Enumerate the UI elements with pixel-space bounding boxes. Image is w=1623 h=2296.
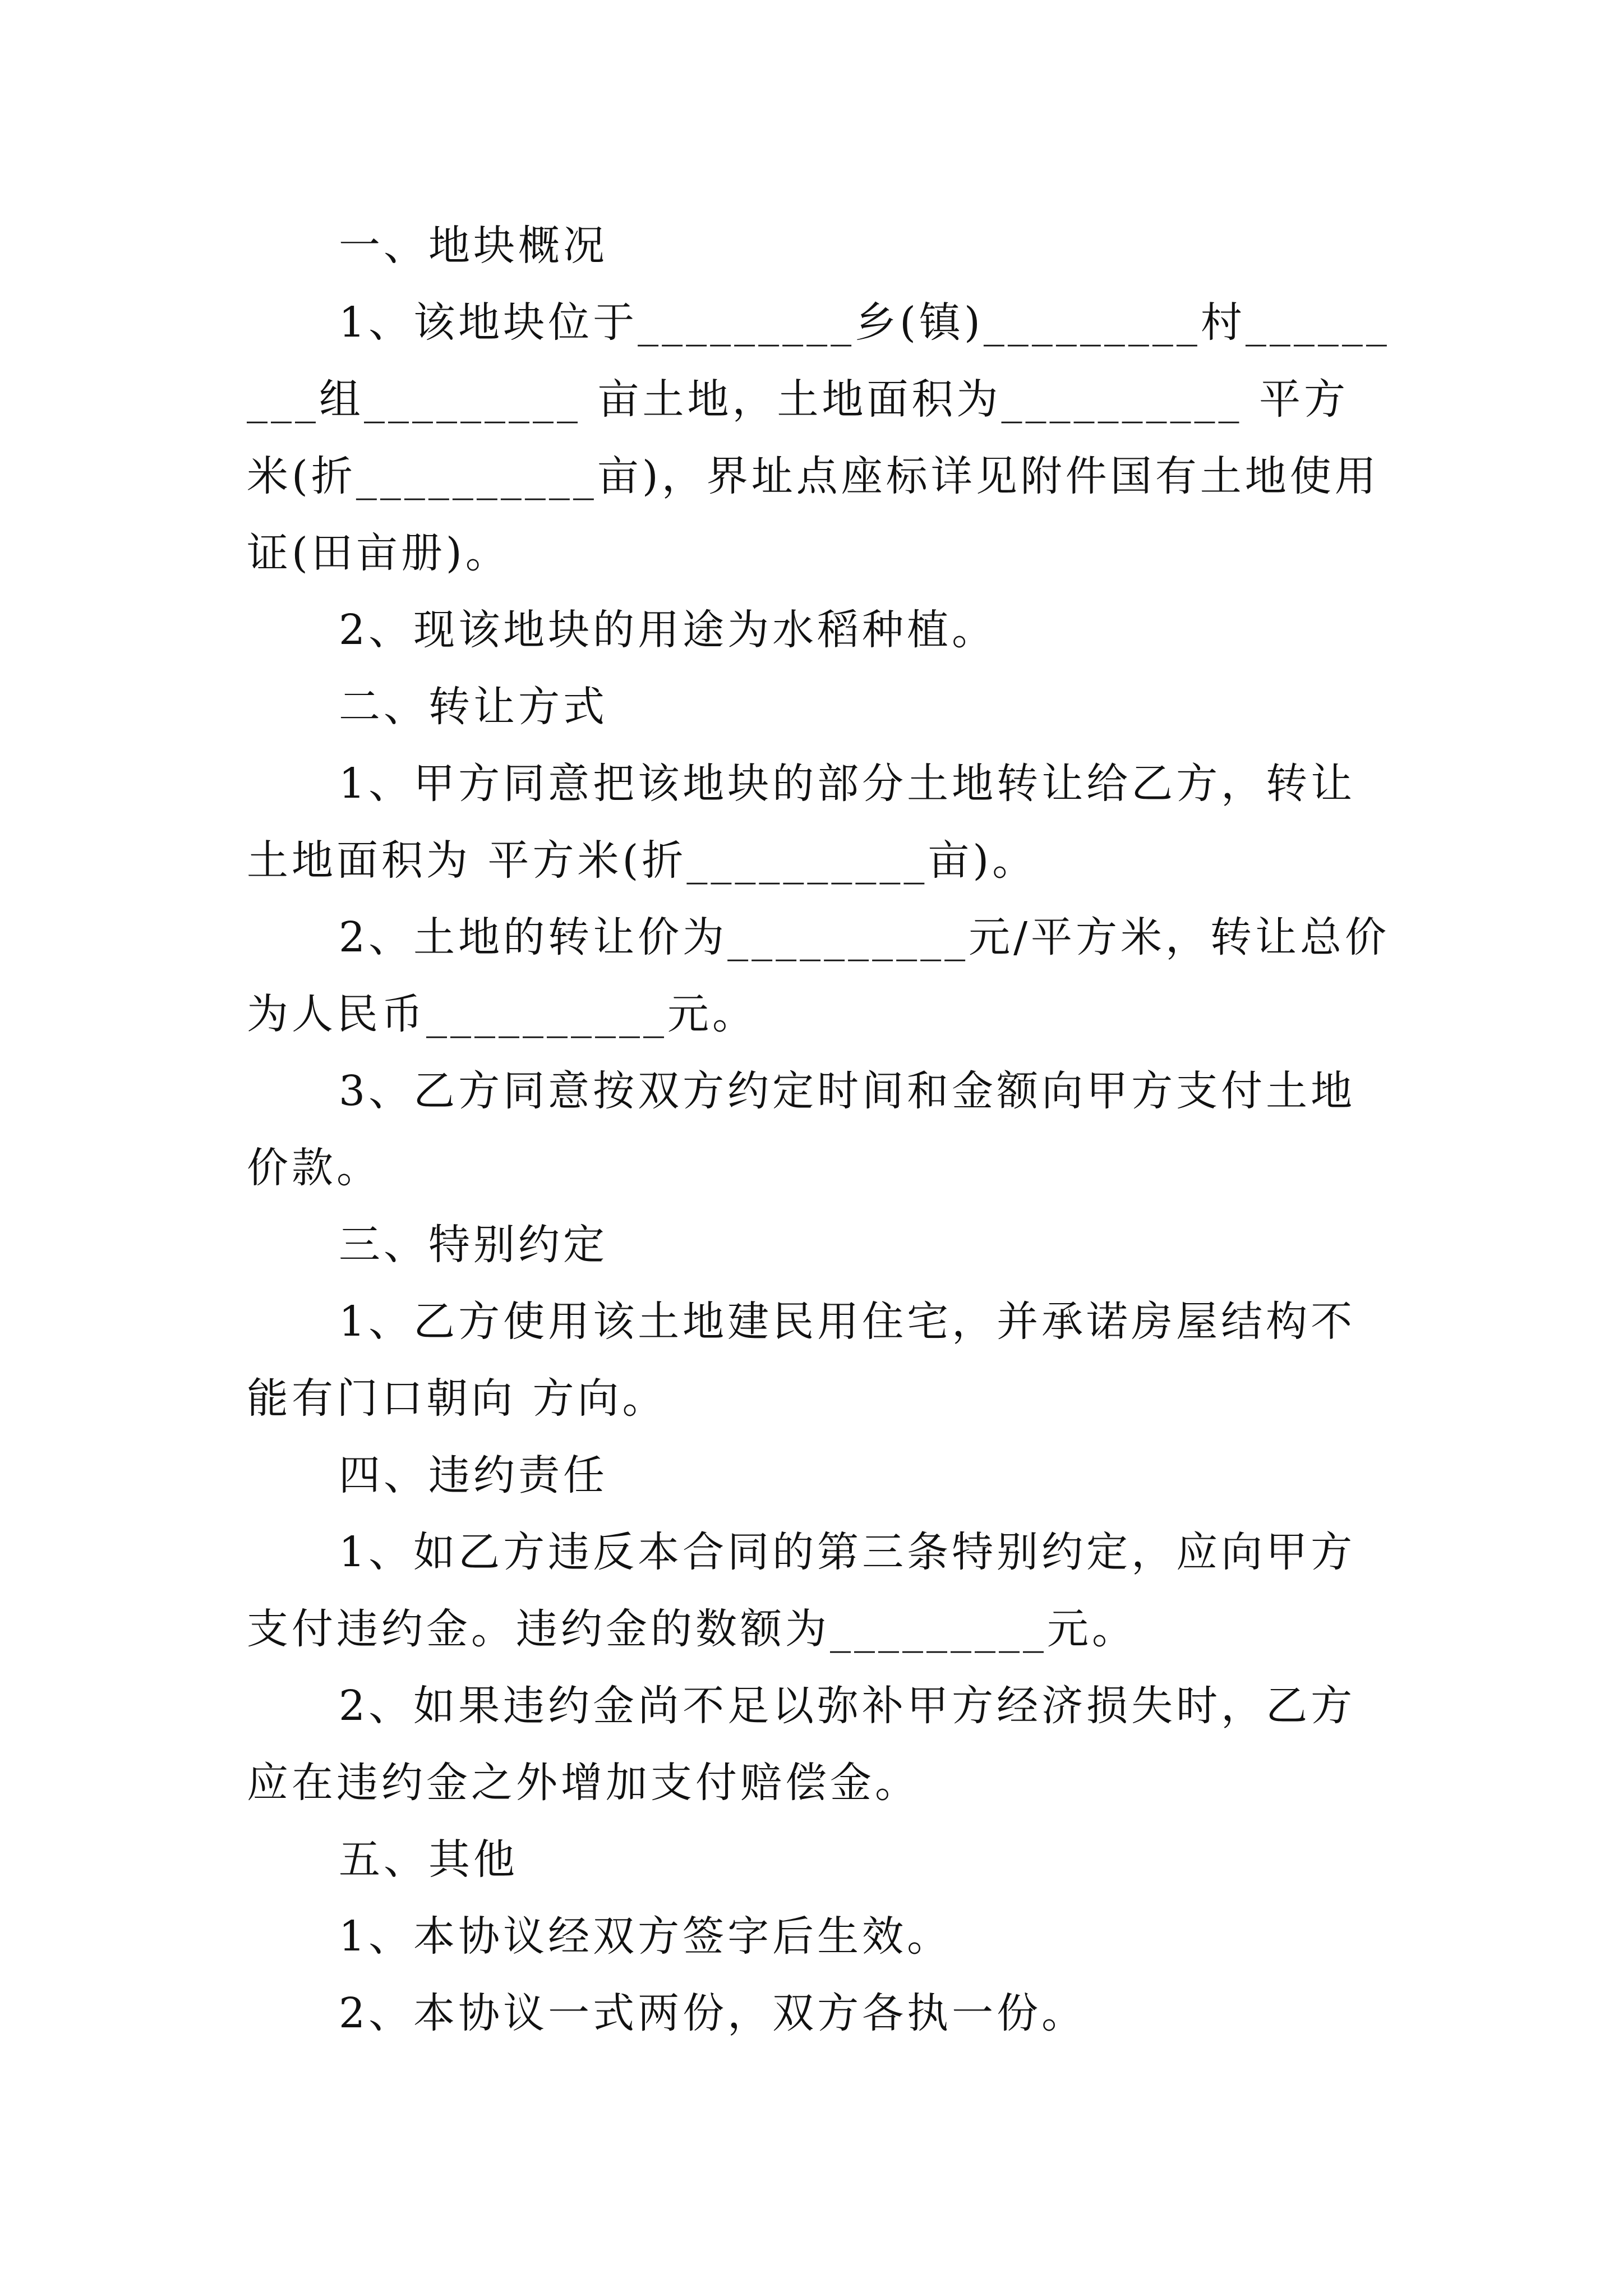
section-heading-special-agreement: 三、特别约定 xyxy=(339,1221,608,1269)
paragraph-land-location: 1、该地块位于_________乡(镇)_________村_________组_________ 亩土地，土地面积为__________ 平方米(折__________亩)，界址点座标详见附件国有土地使用证(田亩册)。 xyxy=(247,298,1390,577)
document-body xyxy=(247,208,1391,2052)
paragraph-housing-commitment: 1、乙方使用该土地建民用住宅，并承诺房屋结构不能有门口朝向 方向。 xyxy=(247,1297,1356,1423)
paragraph-compensation: 2、如果违约金尚不足以弥补甲方经济损失时，乙方应在违约金之外增加支付赔偿金。 xyxy=(247,1682,1356,1807)
section-heading-transfer-method: 二、转让方式 xyxy=(339,683,608,731)
paragraph-copies: 2、本协议一式两份，双方各执一份。 xyxy=(339,1989,1087,2037)
paragraph-payment-agreement: 3、乙方同意按双方约定时间和金额向甲方支付土地价款。 xyxy=(247,1067,1356,1192)
section-heading-land-overview: 一、地块概况 xyxy=(339,222,608,270)
paragraph-effective: 1、本协议经双方签字后生效。 xyxy=(339,1912,952,1961)
paragraph-transfer-area: 1、甲方同意把该地块的部分土地转让给乙方，转让土地面积为 平方米(折__________亩)。 xyxy=(247,760,1356,885)
paragraph-penalty: 1、如乙方违反本合同的第三条特别约定，应向甲方支付违约金。违约金的数额为_________元。 xyxy=(247,1528,1356,1653)
section-heading-breach-liability: 四、违约责任 xyxy=(339,1451,608,1499)
paragraph-land-usage: 2、现该地块的用途为水稻种植。 xyxy=(339,606,997,654)
section-heading-other: 五、其他 xyxy=(339,1835,518,1884)
paragraph-transfer-price: 2、土地的转让价为__________元/平方米，转让总价为人民币__________元。 xyxy=(247,913,1390,1038)
